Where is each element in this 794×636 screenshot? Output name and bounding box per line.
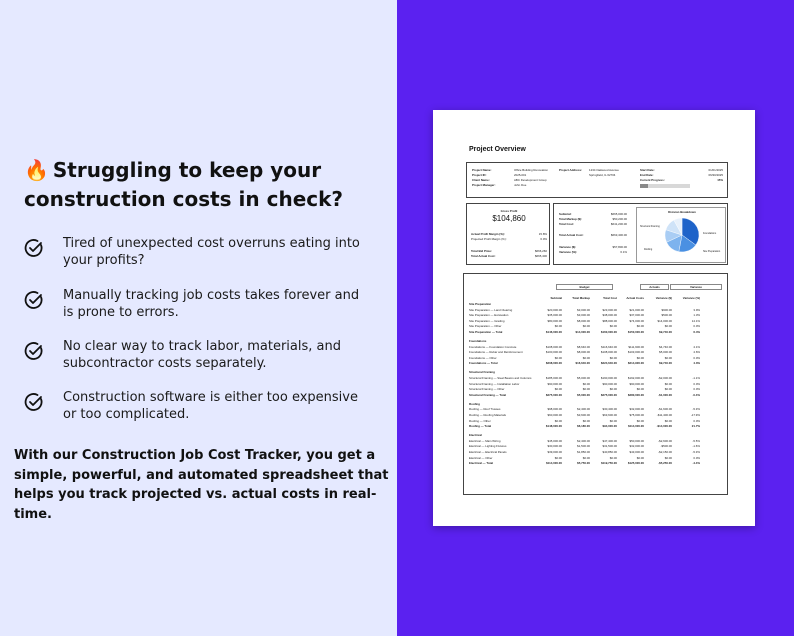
- total-value: $275,000.00: [545, 392, 562, 397]
- row-value: $2,400.00: [577, 438, 590, 443]
- row-value: -17.9%: [690, 413, 700, 417]
- row-value: $0.00: [554, 387, 562, 392]
- group-header-label: Budget: [579, 284, 590, 289]
- row-value: $192,000.00: [627, 376, 644, 380]
- row-value: $0.00: [554, 355, 562, 360]
- row-value: $35,000.00: [547, 313, 562, 318]
- row-value: $90,000.00: [629, 381, 644, 386]
- row-value: $0.00: [554, 418, 562, 423]
- totals-label: Total Actual Cost:: [559, 233, 584, 237]
- row-value: $30,000.00: [547, 444, 562, 449]
- profit-row-value: $665,400: [534, 254, 547, 258]
- row-label: Foundations — Foundation Concrete: [469, 344, 517, 349]
- overview-value: Office Building Renovation: [514, 168, 549, 172]
- total-value: -$5,250.00: [658, 461, 672, 466]
- total-value: $214,900.00: [627, 361, 644, 366]
- total-label: Electrical — Total: [469, 461, 494, 466]
- profit-row-label: Total Actual Cost:: [471, 254, 496, 258]
- row-value: 3.9%: [693, 307, 700, 312]
- total-value: -4.4%: [692, 461, 700, 466]
- document-title: Project Overview: [469, 146, 526, 153]
- row-value: -$1,600.00: [658, 407, 672, 412]
- row-value: -1.6%: [692, 444, 700, 449]
- row-label: Roofing — Roofing Materials: [469, 413, 506, 417]
- pain-point-text: Tired of unexpected cost overruns eating into your profits?: [63, 236, 360, 268]
- row-value: $2,400.00: [577, 407, 590, 412]
- totals-value: $663,400.00: [610, 233, 627, 237]
- row-value: -5.5%: [692, 438, 700, 443]
- profit-row-value: $666,260: [534, 249, 547, 253]
- pain-point-text: Construction software is either too expensive or too complicated.: [63, 390, 358, 422]
- row-label: Foundations — Rebar and Reinforcement: [469, 350, 523, 355]
- check-circle-icon: [24, 392, 44, 412]
- row-value: 0.0%: [693, 355, 700, 360]
- row-value: $23,000.00: [602, 307, 617, 312]
- row-value: $50,000.00: [629, 438, 644, 443]
- total-value: $208,000.00: [545, 361, 562, 366]
- row-value: $0.00: [636, 455, 644, 460]
- row-value: $0.00: [664, 324, 672, 329]
- overview-label: Project Manager:: [472, 183, 496, 187]
- section-title: Roofing: [469, 401, 480, 406]
- total-value: -0.4%: [692, 392, 700, 397]
- row-value: $0.00: [609, 455, 617, 460]
- total-value: $114,000.00: [628, 424, 644, 429]
- profit-heading: Gross Profit: [500, 209, 518, 213]
- row-value: $0.00: [582, 324, 590, 329]
- row-value: $88,000.00: [602, 318, 617, 323]
- pain-point-text: Manually tracking job costs takes forever and is prone to errors.: [63, 288, 360, 320]
- row-value: $103,000.00: [627, 350, 644, 355]
- pain-point: [24, 389, 364, 423]
- row-value: 4.1%: [693, 344, 700, 349]
- progress-fill: [640, 184, 648, 188]
- row-value: $43,000.00: [629, 450, 644, 454]
- total-value: $9,740.00: [659, 361, 672, 366]
- cost-table: [463, 273, 728, 495]
- row-value: $40,850.00: [602, 450, 617, 454]
- row-value: $0.00: [582, 418, 590, 423]
- pie-label: Roofing: [644, 248, 653, 251]
- total-value: $280,000.00: [627, 392, 644, 397]
- row-value: $1,850.00: [577, 450, 590, 454]
- row-value: $39,000.00: [547, 450, 562, 454]
- row-value: $0.00: [664, 455, 672, 460]
- total-value: $9,740.00: [659, 330, 672, 334]
- row-label: Electrical — Electrical Panels: [469, 450, 507, 454]
- total-value: $160,000.00: [600, 330, 617, 334]
- totals-value: $57,800.00: [612, 245, 627, 249]
- row-value: $0.00: [582, 381, 590, 386]
- row-value: $111,900.00: [628, 344, 644, 349]
- division-chart-box: [636, 207, 726, 263]
- profit-row-label: Projected Profit Margin (%):: [471, 237, 507, 241]
- row-value: $20,000.00: [547, 307, 562, 312]
- row-value: $8,000.00: [577, 318, 590, 323]
- total-value: 6.4%: [693, 330, 700, 334]
- row-value: $3,000.00: [577, 307, 590, 312]
- row-label: Structural Framing — Other: [469, 387, 505, 392]
- row-value: $1,500.00: [577, 444, 590, 449]
- profit-row-value: 6.0%: [540, 237, 547, 241]
- column-header: Total Cost: [603, 296, 617, 300]
- row-value: $3,600.00: [577, 413, 590, 417]
- pain-point-text: No clear way to track labor, materials, and subcontractor costs separately.: [63, 339, 341, 371]
- date-label: Current Progress:: [640, 178, 665, 182]
- row-value: 4.6%: [693, 350, 700, 355]
- closing-statement: With our Construction Job Cost Tracker, you get a simple, powerful, and automated spreadsheet that helps you track projected vs. actual costs in real-time.: [14, 448, 389, 522]
- row-label: Site Preparation — Other: [469, 324, 502, 329]
- row-label: Site Preparation — Land Clearing: [469, 307, 513, 312]
- totals-label: Variance ($):: [559, 245, 577, 249]
- address-label: Project Address:: [559, 168, 583, 172]
- row-value: $100,000.00: [545, 350, 562, 355]
- total-value: $5,750.00: [577, 461, 590, 466]
- column-header: Subtotal: [550, 296, 562, 300]
- total-label: Site Preparation — Total: [469, 330, 503, 334]
- overview-value: 2025-001: [514, 173, 527, 177]
- row-value: $98,000.00: [547, 407, 562, 412]
- row-value: $900.00: [661, 307, 672, 312]
- column-header: Actual Costs: [626, 296, 644, 300]
- row-value: -$500.00: [660, 444, 672, 449]
- row-value: $0.00: [554, 455, 562, 460]
- section-title: Structural Framing: [469, 370, 495, 375]
- total-label: Structural Framing — Total: [469, 392, 507, 397]
- totals-label: Total Cost:: [559, 222, 574, 226]
- profit-row-value: 15.8%: [538, 232, 547, 236]
- row-value: $63,600.00: [602, 413, 617, 417]
- totals-value: $50,200.00: [612, 217, 627, 221]
- row-value: 1.3%: [693, 313, 700, 318]
- group-header-label: Actuals: [649, 284, 660, 289]
- row-value: -5.3%: [692, 450, 700, 454]
- address-line: Springfield, IL 62704: [589, 173, 616, 177]
- row-value: $0.00: [664, 355, 672, 360]
- totals-box: [553, 203, 728, 265]
- profit-box: [466, 203, 550, 265]
- total-value: $6,180.00: [577, 424, 590, 429]
- row-value: $8,000.00: [577, 350, 590, 355]
- row-label: Foundations — Other: [469, 355, 497, 360]
- column-header: Variance (%): [682, 296, 700, 300]
- row-value: $47,400.00: [602, 438, 617, 443]
- column-header: Variance ($): [655, 296, 672, 300]
- row-value: $14,000.00: [657, 318, 672, 323]
- row-value: $0.00: [664, 381, 672, 386]
- row-value: 0.0%: [693, 381, 700, 386]
- row-value: $8,640.00: [577, 344, 590, 349]
- row-value: -$2,150.00: [658, 450, 672, 454]
- section-title: Foundations: [469, 339, 487, 343]
- overview-box: [466, 162, 728, 198]
- address-line: 1234 Oakwood Avenue: [589, 168, 619, 172]
- row-label: Site Preparation — Grading: [469, 318, 505, 323]
- row-label: Structural Framing — Installation Labor: [469, 381, 520, 386]
- total-value: $16,640.00: [575, 361, 590, 366]
- total-label: Foundations — Total: [469, 361, 498, 366]
- date-label: End Date:: [640, 173, 654, 177]
- row-value: $5,000.00: [659, 350, 672, 355]
- total-value: $5,000.00: [577, 392, 590, 397]
- spreadsheet-preview: [433, 110, 755, 526]
- total-value: 4.3%: [693, 361, 700, 366]
- total-value: $275,000.00: [600, 392, 617, 397]
- row-value: $38,000.00: [602, 313, 617, 318]
- row-value: $32,000.00: [629, 407, 644, 412]
- row-value: $108,000.00: [545, 344, 562, 349]
- pie-label: Foundations: [703, 232, 717, 235]
- row-value: $0.00: [664, 418, 672, 423]
- row-label: Electrical — Lighting Fixtures: [469, 444, 507, 449]
- overview-label: Project ID:: [472, 173, 487, 177]
- row-value: $0.00: [609, 324, 617, 329]
- row-value: $30,400.00: [602, 407, 617, 412]
- division-pie-chart: [664, 217, 700, 253]
- row-value: $0.00: [554, 324, 562, 329]
- total-value: -$1,000.00: [658, 392, 672, 397]
- row-value: $74,000.00: [629, 318, 644, 323]
- date-value: 01/01/2025: [708, 168, 723, 172]
- totals-label: Total Markup ($):: [559, 217, 583, 221]
- profit-row-label: Actual Profit Margin (%):: [471, 232, 505, 236]
- pain-point: [24, 338, 364, 372]
- total-value: $148,000.00: [545, 424, 562, 429]
- total-value: $224,640.00: [600, 361, 617, 366]
- group-header-label: Variance: [690, 284, 702, 289]
- row-value: $31,500.00: [602, 444, 617, 449]
- totals-value: $641,200.00: [610, 222, 627, 226]
- total-value: $14,000.00: [575, 330, 590, 334]
- gross-profit-value: $104,860: [492, 214, 526, 223]
- total-value: $114,000.00: [546, 461, 562, 466]
- row-value: $500.00: [661, 313, 672, 318]
- overview-value: ABC Development Group: [514, 178, 547, 182]
- row-value: $90,000.00: [602, 381, 617, 386]
- row-label: Electrical — Main Wiring: [469, 438, 501, 443]
- total-value: -$14,000.00: [656, 424, 672, 429]
- row-value: 0.0%: [693, 387, 700, 392]
- check-circle-icon: [24, 290, 44, 310]
- overview-label: Project Name:: [472, 168, 492, 172]
- totals-value: 6.1%: [620, 250, 627, 254]
- headline: [24, 156, 384, 214]
- overview-label: Client Name:: [472, 178, 490, 182]
- row-label: Electrical — Other: [469, 455, 493, 460]
- check-circle-icon: [24, 238, 44, 258]
- progress-bar: [640, 184, 690, 188]
- row-value: $5,000.00: [577, 376, 590, 380]
- row-value: $0.00: [636, 418, 644, 423]
- row-label: Roofing — Roof Trusses: [469, 407, 501, 412]
- row-value: $0.00: [609, 387, 617, 392]
- total-value: $94,000.00: [602, 424, 617, 429]
- row-value: -1.1%: [692, 376, 700, 380]
- row-value: -$2,000.00: [658, 376, 672, 380]
- pain-point: [24, 235, 364, 269]
- row-value: 0.0%: [693, 455, 700, 460]
- row-value: $190,000.00: [600, 376, 617, 380]
- total-label: Roofing — Total: [469, 424, 492, 429]
- row-value: $116,640.00: [601, 344, 617, 349]
- check-circle-icon: [24, 341, 44, 361]
- row-value: $45,000.00: [547, 438, 562, 443]
- headline-text: Struggling to keep your construction costs in check?: [24, 158, 344, 211]
- date-value: 06/30/2025: [708, 173, 723, 177]
- division-title: Division Breakdown: [668, 210, 696, 214]
- row-label: Structural Framing — Steel Beams and Columns: [469, 376, 532, 380]
- row-value: $75,000.00: [629, 413, 644, 417]
- total-value: $150,000.00: [627, 330, 644, 334]
- row-value: $0.00: [636, 324, 644, 329]
- row-value: $0.00: [664, 387, 672, 392]
- row-label: Roofing — Other: [469, 418, 491, 423]
- row-value: $0.00: [636, 355, 644, 360]
- row-value: $4,740.00: [659, 344, 672, 349]
- pain-point: [24, 287, 364, 321]
- row-value: $0.00: [582, 355, 590, 360]
- row-value: 14.1%: [691, 318, 700, 323]
- row-label: Site Preparation — Excavation: [469, 313, 509, 318]
- total-value: $146,000.00: [545, 330, 562, 334]
- row-value: 0.0%: [693, 324, 700, 329]
- section-title: Site Preparation: [469, 302, 492, 306]
- row-value: $37,000.00: [629, 313, 644, 318]
- pie-label: Structural Framing: [640, 225, 660, 228]
- row-value: $80,000.00: [547, 318, 562, 323]
- row-value: -$11,400.00: [656, 413, 672, 417]
- row-value: $3,000.00: [577, 313, 590, 318]
- totals-value: $665,000.00: [610, 212, 627, 216]
- row-value: $0.00: [582, 387, 590, 392]
- row-value: 0.0%: [693, 418, 700, 423]
- profit-row-label: Total Bid Price:: [471, 249, 492, 253]
- row-value: $0.00: [582, 455, 590, 460]
- row-value: $108,000.00: [600, 350, 617, 355]
- row-value: $0.00: [609, 355, 617, 360]
- row-value: -$2,600.00: [658, 438, 672, 443]
- row-value: $0.00: [609, 418, 617, 423]
- total-value: $119,750.00: [601, 461, 617, 466]
- row-value: -5.3%: [692, 407, 700, 412]
- row-value: $185,000.00: [545, 376, 562, 380]
- row-value: $60,000.00: [547, 413, 562, 417]
- date-value: 15%: [717, 178, 723, 182]
- row-value: $32,000.00: [629, 444, 644, 449]
- pie-label: Site Preparation: [703, 250, 721, 253]
- column-header: Total Markup: [572, 296, 590, 300]
- overview-value: John Doe: [514, 183, 527, 187]
- totals-label: Subtotal:: [559, 212, 572, 216]
- section-title: Electrical: [469, 433, 482, 438]
- date-label: Start Date:: [640, 168, 655, 172]
- total-value: $125,000.00: [627, 461, 644, 466]
- fire-icon: 🔥: [24, 158, 49, 182]
- total-value: 21.7%: [691, 424, 700, 429]
- row-value: $21,000.00: [629, 307, 644, 312]
- totals-label: Variance (%):: [559, 250, 578, 254]
- row-value: $0.00: [636, 387, 644, 392]
- row-value: $90,000.00: [547, 381, 562, 386]
